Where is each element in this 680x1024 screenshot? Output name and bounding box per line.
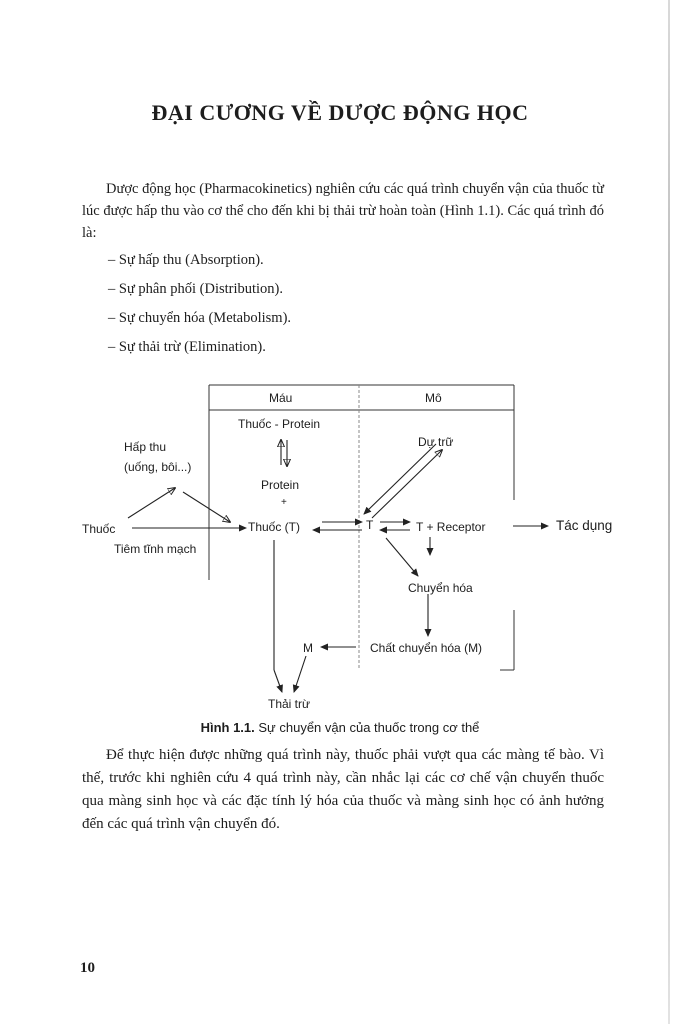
protein-label: Protein	[261, 478, 300, 492]
free-drug-label: Thuốc (T)	[248, 520, 301, 534]
pharmacokinetics-diagram	[70, 380, 630, 720]
iv-label: Tiêm tĩnh mạch	[114, 542, 197, 556]
list-item-metabolism: – Sự chuyển hóa (Metabolism).	[108, 310, 292, 326]
storage-label: Dự trữ	[418, 435, 454, 449]
drug-label: Thuốc	[82, 522, 116, 536]
closing-paragraph	[82, 744, 604, 836]
drug-protein-label: Thuốc - Protein	[238, 417, 321, 431]
process-list	[108, 246, 291, 362]
page-number: 10	[80, 960, 95, 976]
intro-text: Dược động học (Pharmacokinetics) nghiên cứu các quá trình chuyển vận của thuốc từ lúc được hấp thu vào cơ thể cho đến khi bị thải trừ hoàn toàn (Hình 1.1). Các quá trình đó là:	[82, 181, 604, 241]
figure-caption	[0, 720, 680, 735]
tissue-column-header: Mô	[425, 391, 442, 405]
tissue-drug-label: T	[366, 518, 374, 532]
list-item-elimination: – Sự thải trừ (Elimination).	[108, 339, 266, 355]
excretion-arrow-m	[294, 656, 306, 692]
plus-label: +	[281, 497, 287, 508]
caption-label: Hình 1.1.	[200, 720, 255, 735]
storage-out-arrow	[364, 444, 436, 514]
intro-paragraph	[82, 178, 604, 244]
page-title: ĐẠI CƯƠNG VỀ DƯỢC ĐỘNG HỌC	[151, 100, 529, 125]
absorption-routes-label: (uống, bôi...)	[124, 460, 192, 474]
absorption-line-up	[128, 488, 175, 518]
receptor-label: T + Receptor	[416, 520, 486, 534]
list-item-distribution: – Sự phân phối (Distribution).	[108, 281, 284, 297]
page-edge	[668, 0, 670, 1024]
excretion-arrow-drug	[274, 670, 282, 692]
metabolism-arrow	[386, 538, 418, 576]
blood-column-header: Máu	[269, 391, 293, 405]
effect-label: Tác dụng	[556, 518, 613, 533]
absorption-label: Hấp thu	[124, 440, 167, 454]
list-item-absorption: – Sự hấp thu (Absorption).	[108, 252, 264, 268]
m-label: M	[303, 641, 313, 655]
metabolite-label: Chất chuyển hóa (M)	[370, 641, 483, 655]
closing-text: Để thực hiện được những quá trình này, thuốc phải vượt qua các màng tế bào. Vì thế, trước khi nghiên cứu 4 quá trình này, cần nhắc lại các cơ chế vận chuyển thuốc qua màng sinh học và các đặc tính lý hóa của thuốc và màng sinh học có ảnh hưởng đến các quá trình vận chuyển đó.	[82, 747, 604, 832]
excretion-label: Thải trừ	[268, 697, 311, 711]
caption-text: Sự chuyển vận của thuốc trong cơ thể	[254, 720, 480, 735]
metabolism-label: Chuyển hóa	[408, 581, 473, 595]
storage-in-arrow	[372, 450, 442, 518]
absorption-line-down	[183, 492, 230, 522]
